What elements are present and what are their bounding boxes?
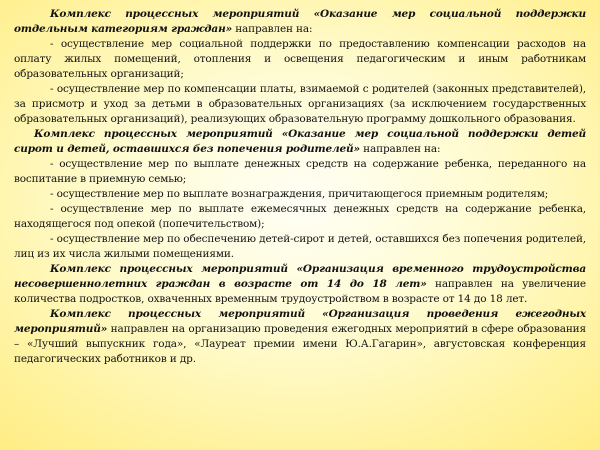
paragraph-social-support bbox=[14, 7, 586, 37]
program-title: Комплекс процессных мероприятий «Оказание мер социальной поддержки отдельным категориям граждан» bbox=[14, 8, 586, 35]
program-lead: направлен на: bbox=[232, 23, 313, 35]
program-title: Комплекс процессных мероприятий «Организация проведения ежегодных мероприятий» bbox=[14, 308, 586, 335]
paragraph-annual-events bbox=[14, 307, 586, 367]
paragraph-orphans-support bbox=[14, 127, 586, 157]
paragraph-youth-employment bbox=[14, 262, 586, 307]
list-item: - осуществление мер по компенсации платы, взимаемой с родителей (законных представителей), за присмотр и уход за детьми в образовательных организациях (за исключением государственных образовательных организаций), реализующих образовательную программу дошкольного образования. bbox=[14, 83, 586, 125]
list-item: - осуществление мер по выплате денежных средств на содержание ребенка, переданного на воспитание в приемную семью; bbox=[14, 158, 586, 185]
list-item: - осуществление мер по обеспечению детей-сирот и детей, оставшихся без попечения родителей, лиц из их числа жилыми помещениями. bbox=[14, 233, 586, 260]
program-body: направлен на организацию проведения ежегодных мероприятий в сфере образования – «Лучший выпускник года», «Лауреат премии имени Ю.А.Гагарин», августовская конференция педагогических работников и др. bbox=[14, 323, 586, 365]
list-item: - осуществление мер по выплате вознаграждения, причитающегося приемным родителям; bbox=[50, 188, 549, 200]
program-lead: направлен на: bbox=[359, 143, 441, 155]
program-title: Комплекс процессных мероприятий «Оказание мер социальной поддержки детей сирот и детей, оставшихся без попечения родителей» bbox=[14, 128, 586, 155]
list-item: - осуществление мер социальной поддержки по предоставлению компенсации расходов на оплату жилых помещений, отопления и освещения педагогическим и иным работникам образовательных организаций; bbox=[14, 38, 586, 80]
program-body: направлен на увеличение количества подростков, охваченных временным трудоустройством в возрасте от 14 до 18 лет. bbox=[14, 278, 587, 305]
program-title: Комплекс процессных мероприятий «Организация временного трудоустройства несовершеннолетних граждан в возрасте от 14 до 18 лет» bbox=[14, 263, 586, 290]
list-item: - осуществление мер по выплате ежемесячных денежных средств на содержание ребенка, находящегося под опекой (попечительством); bbox=[14, 203, 586, 230]
document-body bbox=[14, 7, 586, 367]
